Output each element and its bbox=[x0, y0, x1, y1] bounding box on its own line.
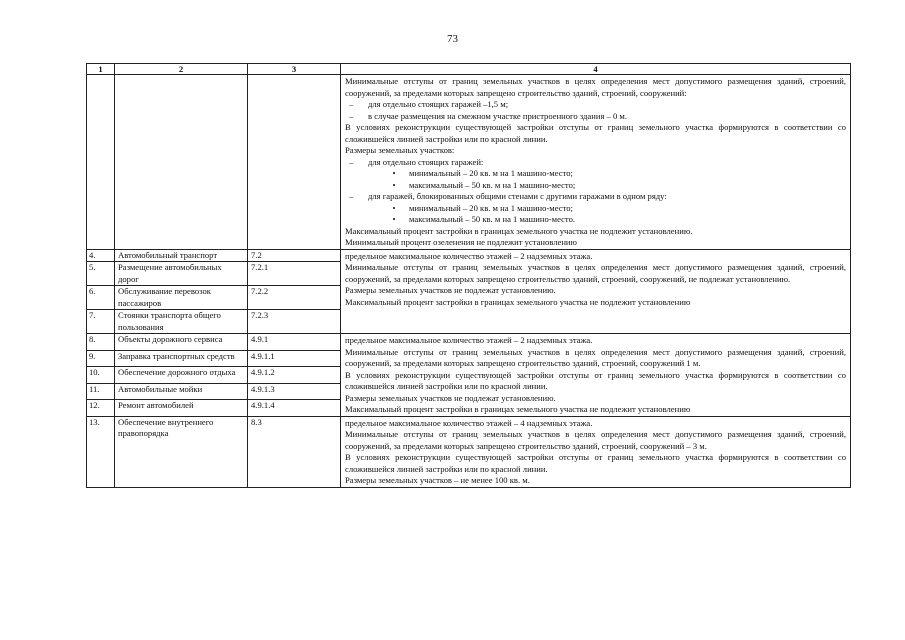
column-header-3: 3 bbox=[248, 64, 341, 75]
row-number: 6. bbox=[87, 286, 115, 310]
row-number: 13. bbox=[87, 416, 115, 487]
use-code: 7.2 bbox=[248, 249, 341, 262]
use-name: Размещение автомобильных дорог bbox=[115, 262, 248, 286]
use-code: 7.2.1 bbox=[248, 262, 341, 286]
use-code: 4.9.1 bbox=[248, 334, 341, 351]
regulations-cell: предельное максимальное количество этажей – 2 надземных этажа. Минимальные отступы от границ земельных участков в целях определения мест допустимого размещения зданий, строений, сооружений, за пределами которых запрещено строительство зданий, строений, сооружений 1 м. В условиях реконструкции существующей застройки отступы от границ земельного участка формируются в соответствии со сложившейся линией застройки или по красной линии. Размеры земельных участков не подлежат установлению. Максимальный процент застройки в границах земельного участка не подлежит установлению bbox=[341, 334, 851, 417]
row-number: 12. bbox=[87, 400, 115, 417]
use-name: Ремонт автомобилей bbox=[115, 400, 248, 417]
use-code: 4.9.1.4 bbox=[248, 400, 341, 417]
row-number: 5. bbox=[87, 262, 115, 286]
table-row bbox=[87, 416, 851, 487]
regulations-cell: предельное максимальное количество этажей – 2 надземных этажа. Минимальные отступы от границ земельных участков в целях определения мест допустимого размещения зданий, строений, сооружений, за пределами которых запрещено строительство зданий, строений, сооружений, не подлежат установлению. Размеры земельных участков не подлежат установлению. Максимальный процент застройки в границах земельного участка не подлежит установлению bbox=[341, 249, 851, 334]
row-number: 11. bbox=[87, 383, 115, 400]
use-name: Обеспечение дорожного отдыха bbox=[115, 367, 248, 384]
table-row bbox=[87, 75, 851, 250]
row-number: 9. bbox=[87, 350, 115, 367]
use-name: Обеспечение внутреннего правопорядка bbox=[115, 416, 248, 487]
row-number: 7. bbox=[87, 310, 115, 334]
row-number: 4. bbox=[87, 249, 115, 262]
use-name: Стоянки транспорта общего пользования bbox=[115, 310, 248, 334]
use-code: 8.3 bbox=[248, 416, 341, 487]
zoning-table bbox=[86, 63, 851, 488]
use-code: 4.9.1.2 bbox=[248, 367, 341, 384]
table-row bbox=[87, 334, 851, 351]
column-header-4: 4 bbox=[341, 64, 851, 75]
table-row bbox=[87, 249, 851, 262]
row-number: 8. bbox=[87, 334, 115, 351]
use-code: 7.2.3 bbox=[248, 310, 341, 334]
column-header-2: 2 bbox=[115, 64, 248, 75]
table-header-row bbox=[87, 64, 851, 75]
use-code: 4.9.1.3 bbox=[248, 383, 341, 400]
page-number: 73 bbox=[447, 33, 458, 45]
regulations-cell: Минимальные отступы от границ земельных участков в целях определения мест допустимого размещения зданий, строений, сооружений, за пределами которых запрещено строительство зданий, строений, сооружений: – для отдельно стоящих гаражей –1,5 м; – в случае размещения на смежном участке пристроенного здания – 0 м. В условиях реконструкции существующей застройки отступы от границ земельного участка формируются в соответствии со сложившейся линией застройки или по красной линии. Размеры земельных участков: – для отдельно стоящих гаражей: • минимальный – 20 кв. м на 1 машино-место; • максимальный – 50 кв. м на 1 машино-место; – для гаражей, блокированных общими стенами с другими гаражами в одном ряду: • минимальный – 20 кв. м на 1 машино-место; • максимальный – 50 кв. м на 1 машино-место. Максимальный процент застройки в границах земельного участка не подлежит установлению. Минимальный процент озеленения не подлежит установлению bbox=[341, 75, 851, 250]
use-name: Автомобильные мойки bbox=[115, 383, 248, 400]
use-code: 4.9.1.1 bbox=[248, 350, 341, 367]
use-name: Автомобильный транспорт bbox=[115, 249, 248, 262]
use-code: 7.2.2 bbox=[248, 286, 341, 310]
use-name: Обслуживание перевозок пассажиров bbox=[115, 286, 248, 310]
row-number: 10. bbox=[87, 367, 115, 384]
column-header-1: 1 bbox=[87, 64, 115, 75]
use-name: Объекты дорожного сервиса bbox=[115, 334, 248, 351]
use-name: Заправка транспортных средств bbox=[115, 350, 248, 367]
regulations-cell: предельное максимальное количество этажей – 4 надземных этажа. Минимальные отступы от границ земельных участков в целях определения мест допустимого размещения зданий, строений, сооружений, за пределами которых запрещено строительство зданий, строений, сооружений – 3 м. В условиях реконструкции существующей застройки отступы от границ земельного участка формируются в соответствии со сложившейся линией застройки или по красной линии. Размеры земельных участков – не менее 100 кв. м. bbox=[341, 416, 851, 487]
